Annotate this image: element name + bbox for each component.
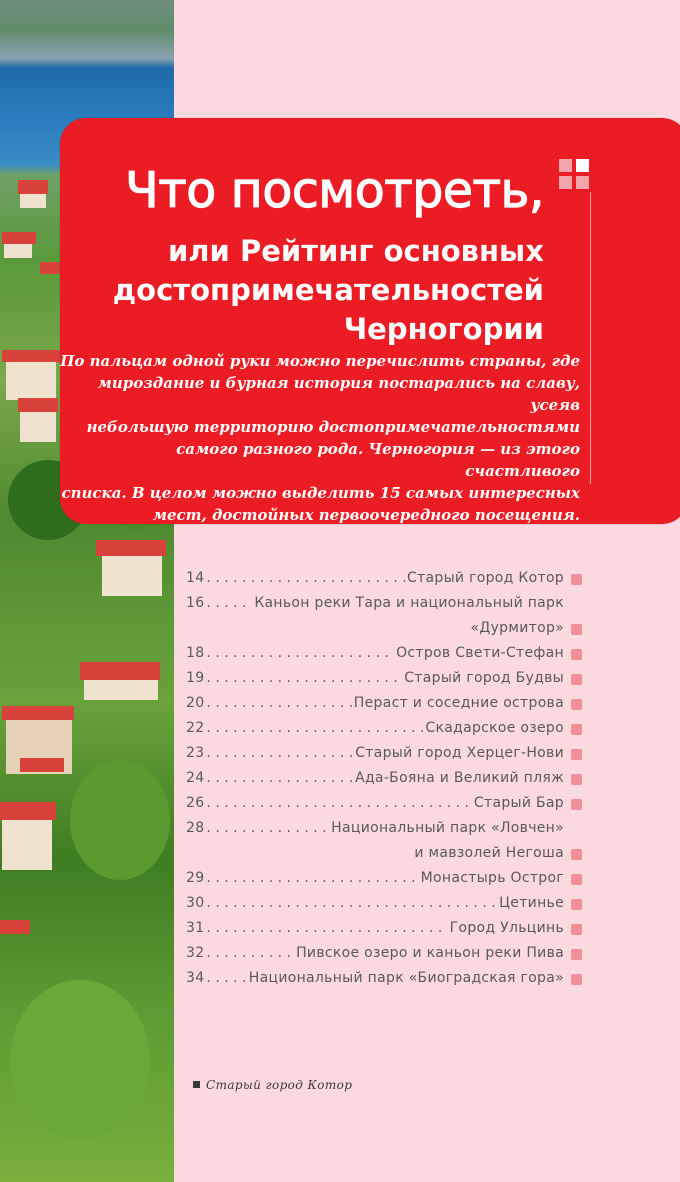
intro-line: самого разного рода. Черногория — из этого счастливого [176, 440, 580, 480]
caption-text: Старый город Котор [206, 1078, 353, 1092]
toc-title-continued: «Дурмитор» [470, 620, 564, 636]
toc-leader [206, 891, 497, 916]
toc-title: Остров Свети-Стефан [396, 645, 564, 661]
toc-leader [206, 641, 394, 666]
photo-caption [193, 1078, 352, 1092]
toc-title: Скадарское озеро [425, 720, 564, 736]
toc-leader [206, 916, 447, 941]
toc-title: Национальный парк «Ловчен» [331, 820, 564, 836]
toc-title: Каньон реки Тара и национальный парк [254, 595, 564, 611]
toc-page-number: 26 [186, 795, 205, 811]
toc-page-number: 31 [186, 920, 205, 936]
intro-line: списка. В целом можно выделить 15 самых интересных [61, 484, 580, 502]
toc-leader [206, 866, 418, 891]
bullet-icon [571, 749, 582, 760]
toc-item-budva[interactable] [186, 666, 582, 691]
bullet-icon [571, 624, 582, 635]
toc-title: Старый город Херцег-Нови [355, 745, 564, 761]
toc-title: Старый город Котор [406, 570, 564, 586]
toc-item-kotor[interactable] [186, 566, 582, 591]
toc-page-number: 22 [186, 720, 205, 736]
bullet-icon [571, 949, 582, 960]
square-bullet-icon [193, 1081, 200, 1088]
toc-item-biogradska[interactable] [186, 966, 582, 991]
toc-leader [206, 766, 353, 791]
toc-title: Город Ульцинь [449, 920, 564, 936]
toc-item-lovcen[interactable] [186, 816, 582, 866]
toc-title: Старый Бар [473, 795, 564, 811]
bullet-icon [571, 924, 582, 935]
toc-title: Монастырь Острог [420, 870, 564, 886]
toc-item-piva[interactable] [186, 941, 582, 966]
toc-title: Ада-Бояна и Великий пляж [355, 770, 564, 786]
toc-leader [206, 941, 294, 966]
toc-title: Цетинье [499, 895, 564, 911]
table-of-contents [186, 566, 582, 991]
intro-line: мироздание и бурная история постарались на славу, усеяв [97, 374, 580, 414]
bullet-icon [571, 799, 582, 810]
subtitle-line: достопримечательностей [112, 273, 544, 307]
toc-item-cetinje[interactable] [186, 891, 582, 916]
toc-leader [206, 966, 246, 991]
toc-page-number: 19 [186, 670, 205, 686]
bullet-icon [571, 724, 582, 735]
toc-page-number: 16 [186, 595, 205, 611]
toc-item-herceg-novi[interactable] [186, 741, 582, 766]
bullet-icon [571, 674, 582, 685]
toc-leader [206, 591, 252, 616]
toc-page-number: 14 [186, 570, 205, 586]
toc-leader [206, 791, 472, 816]
bullet-icon [571, 974, 582, 985]
toc-item-stari-bar[interactable] [186, 791, 582, 816]
toc-title-continued: и мавзолей Негоша [414, 845, 564, 861]
bullet-icon [571, 874, 582, 885]
toc-item-ada-boyana[interactable] [186, 766, 582, 791]
toc-page-number: 34 [186, 970, 205, 986]
divider [590, 192, 591, 484]
toc-page-number: 30 [186, 895, 205, 911]
toc-leader [206, 816, 329, 841]
intro-line: По пальцам одной руки можно перечислить страны, где [60, 352, 580, 370]
subtitle-line: или Рейтинг основных [167, 234, 544, 268]
toc-page-number: 28 [186, 820, 205, 836]
subtitle-line: Черногории [343, 312, 544, 346]
toc-leader [206, 691, 351, 716]
bullet-icon [571, 574, 582, 585]
bullet-icon [571, 649, 582, 660]
intro-text [60, 350, 580, 526]
toc-leader [206, 741, 353, 766]
squares-icon [559, 159, 591, 191]
toc-item-sveti-stefan[interactable] [186, 641, 582, 666]
toc-page-number: 18 [186, 645, 205, 661]
toc-item-perast[interactable] [186, 691, 582, 716]
toc-item-ulcinj[interactable] [186, 916, 582, 941]
intro-line: небольшую территорию достопримечательностями [86, 418, 580, 436]
intro-line: мест, достойных первоочередного посещения. [152, 506, 580, 524]
toc-leader [206, 716, 423, 741]
toc-page-number: 20 [186, 695, 205, 711]
toc-item-ostrog[interactable] [186, 866, 582, 891]
toc-leader [206, 566, 405, 591]
bullet-icon [571, 774, 582, 785]
toc-title: Национальный парк «Биоградская гора» [248, 970, 564, 986]
page-title: Что посмотреть, [125, 162, 544, 219]
toc-item-tara[interactable] [186, 591, 582, 641]
toc-page-number: 24 [186, 770, 205, 786]
toc-title: Пивское озеро и каньон реки Пива [296, 945, 564, 961]
bullet-icon [571, 849, 582, 860]
toc-leader [206, 666, 402, 691]
toc-page-number: 29 [186, 870, 205, 886]
toc-item-skadar[interactable] [186, 716, 582, 741]
toc-title: Старый город Будвы [404, 670, 564, 686]
page-subtitle [24, 232, 544, 349]
bullet-icon [571, 699, 582, 710]
toc-title: Пераст и соседние острова [353, 695, 564, 711]
toc-page-number: 23 [186, 745, 205, 761]
toc-page-number: 32 [186, 945, 205, 961]
bullet-icon [571, 899, 582, 910]
